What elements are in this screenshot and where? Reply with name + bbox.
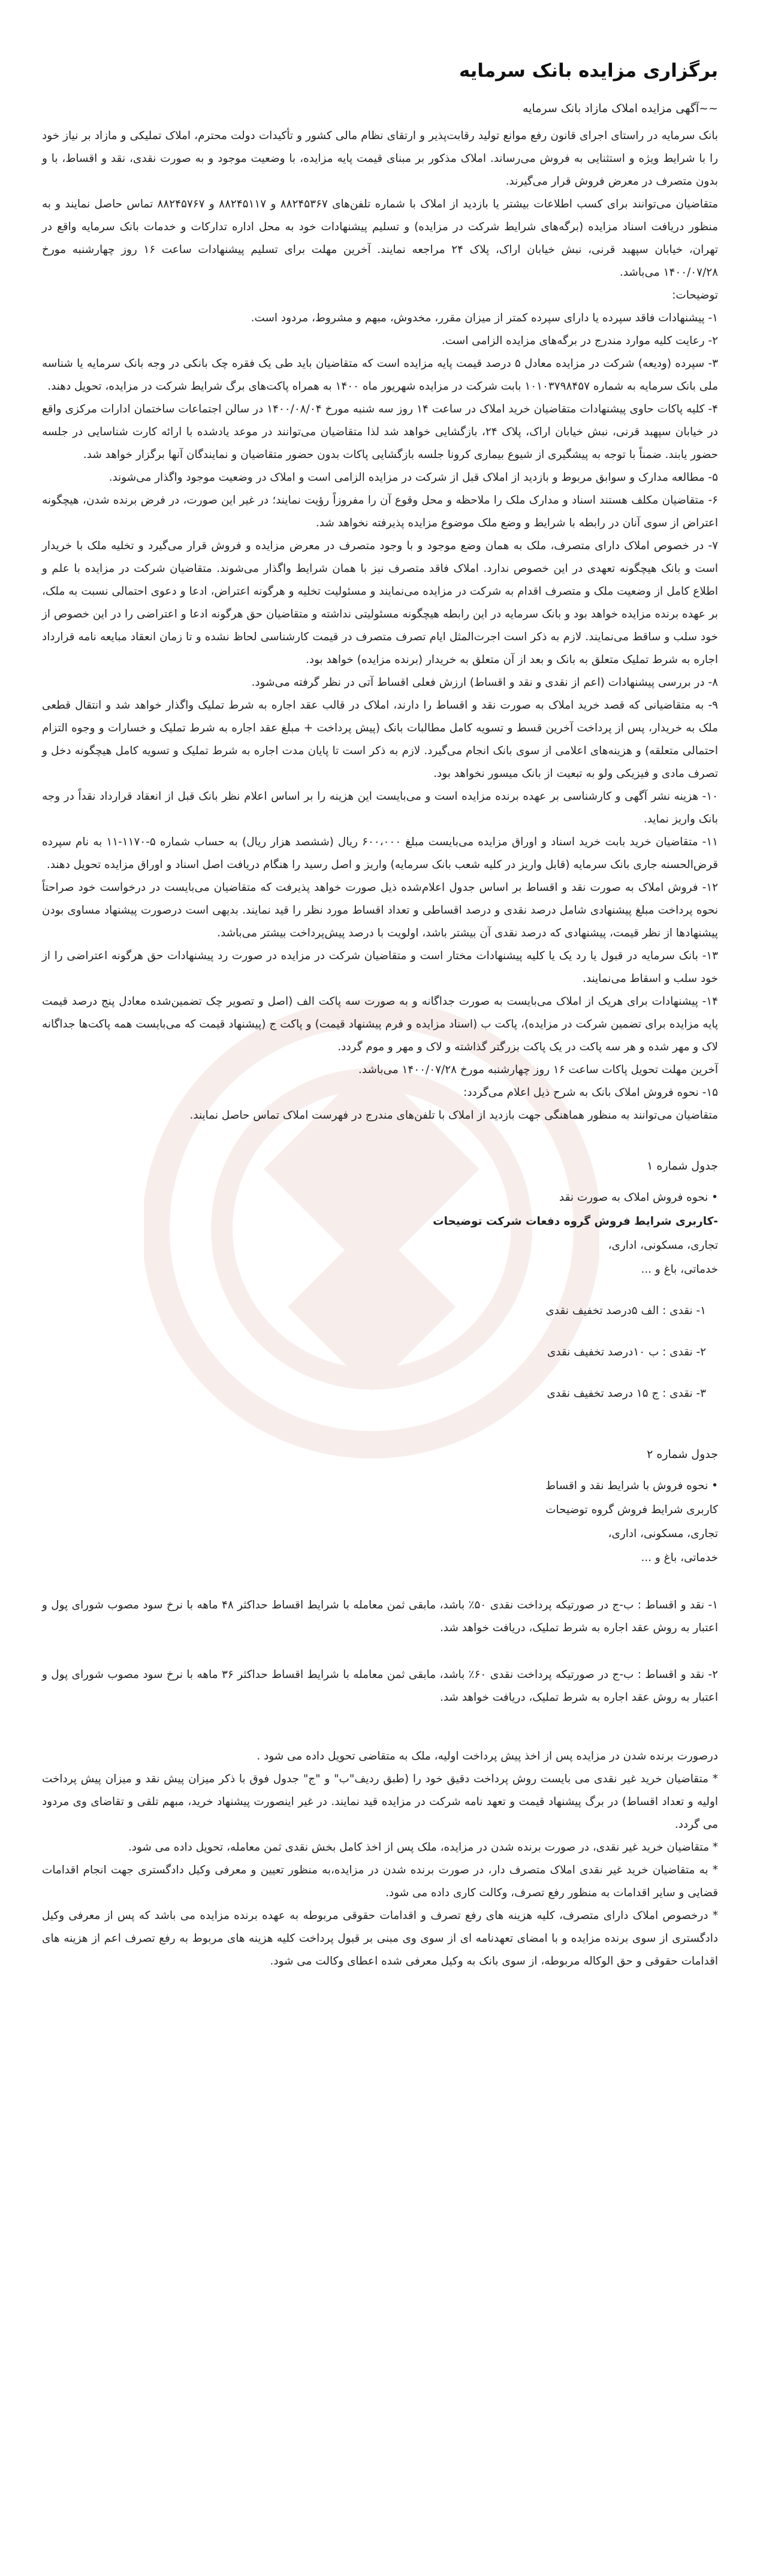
note-item: ۱۵- نحوه فروش املاک بانک به شرح ذیل اعلام می‌گردد:: [463, 1086, 718, 1099]
intro-paragraph: بانک سرمایه در راستای اجرای قانون رفع موانع تولید رقابت‌پذیر و ارتقای نظام مالی کشور و تأکیدات دولت محترم، املاک تملیکی و مازاد بر نیاز خود را با شرایط ویژه و استثنایی به فروش می‌رساند. املاک مذکور بر مبنای قیمت پایه مزایده، با وضعیت موجود و به صورت نقدی، نقد و اقساط، با و بدون متصرف در معرض فروش قرار می‌گیرند.: [42, 129, 718, 188]
note-item: ۲- رعایت کلیه موارد مندرج در برگه‌های مزایده الزامی است.: [441, 335, 718, 347]
note-item: ۱۱- متقاضیان خرید بابت خرید اسناد و اوراق مزایده می‌بایست مبلغ ۶۰۰،۰۰۰ ریال (ششصد هزار ریال) به حساب شماره ۵-۱۱۷۰-۱۱ به نام سپرده قرض‌الحسنه جاری بانک سرمایه (قابل واریز در کلیه شعب بانک سرمایه) واریز و اصل رسید را هنگام دریافت اصل اسناد و اوراق مزایده تحویل دهند.: [42, 836, 718, 871]
discount-row: ۱- نقدی : الف ۵درصد تخفیف نقدی: [545, 1304, 706, 1317]
final-item: * به متقاضیان خرید غیر نقدی املاک متصرف دار، در صورت برنده شدن در مزایده،به منظور تعیین و معرفی وکیل دادگستری جهت انجام اقدامات قضایی و سایر اقدامات به منظور رفع تصرف، وکالت کاری داده می شود.: [42, 1864, 718, 1899]
table2-item: خدماتی، باغ و ...: [641, 1551, 718, 1564]
note-item: ۱۰- هزینه نشر آگهی و کارشناسی بر عهده برنده مزایده است و می‌بایست این هزینه را بر اساس اعلام نظر بانک قبل از انعقاد قرارداد نقداً در وجه بانک واریز نماید.: [42, 790, 718, 825]
table1-item: خدماتی، باغ و ...: [641, 1263, 718, 1276]
note-item: ۶- متقاضیان مکلف هستند اسناد و مدارک ملک را ملاحظه و محل وقوع آن را مفروزاً رؤیت نمایند؛ در غیر این صورت، در فرض برنده شدن، هیچگونه اعتراض از سوی آنان در رابطه با شرایط و وضع ملک موضوع مزایده پذیرفته نخواهد شد.: [42, 494, 718, 529]
table2-title: جدول شماره ۲: [647, 1448, 718, 1461]
note-item: ۱۲- فروش املاک به صورت نقد و اقساط بر اساس جدول اعلام‌شده ذیل صورت خواهد پذیرفت که متقاضیان می‌بایست در درخواست خود صراحتاً نحوه پرداخت مبلغ پیشنهادی شامل درصد نقدی و درصد اقساطی و تعداد اقساط مورد نظر را قید نمایند. بدیهی است درصورت پیشنهاد مساوی بودن پیشنهادها از نظر قیمت، پیشنهادی که درصد نقدی آن بیشتر باشد، اولویت با درصد پیش‌پرداخت بیشتر می‌باشد.: [42, 881, 718, 939]
note-item: ۹- به متقاضیانی که قصد خرید املاک به صورت نقد و اقساط را دارند، املاک در قالب عقد اجاره به شرط تملیک واگذار خواهد شد و انتقال قطعی ملک به خریدار، پس از پرداخت آخرین قسط و تسویه کامل مطالبات بانک (پیش پرداخت + مبلغ عقد اجاره به شرط تملیک و خسارات و وجوه التزام احتمالی متعلقه) و هزینه‌های اعلامی از سوی بانک انجام می‌گیرد. لازم به ذکر است تا پایان مدت اجاره به شرط تملیک و تسویه کامل هیچگونه دخل و تصرف مادی و فیزیکی ولو به تبعیت از بانک میسور نخواهد بود.: [42, 699, 718, 780]
table1-title: جدول شماره ۱: [647, 1159, 718, 1173]
deadline-note: آخرین مهلت تحویل پاکات ساعت ۱۶ روز چهارشنبه مورخ ۱۴۰۰/۰۷/۲۸ می‌باشد.: [358, 1063, 718, 1076]
note-item: ۱۳- بانک سرمایه در قبول یا رد یک یا کلیه پیشنهادات مختار است و متقاضیان شرکت در مزایده در صورت رد پیشنهادات حق هرگونه اعتراضی را از خود سلب و اسقاط می‌نمایند.: [42, 950, 718, 985]
table2-header: کاربری شرایط فروش گروه توضیحات: [545, 1504, 718, 1516]
note-item: ۵- مطالعه مدارک و سوابق مربوط و بازدید از املاک قبل از شرکت در مزایده الزامی است و املاک در وضعیت موجود واگذار می‌شوند.: [108, 471, 718, 484]
contact-paragraph: متقاضیان می‌توانند برای کسب اطلاعات بیشتر یا بازدید از املاک با شماره تلفن‌های ۸۸۲۴۵۳۶۷ و ۸۸۲۴۵۱۱۷ و ۸۸۲۴۵۷۶۷ تماس حاصل نمایند و به منظور دریافت اسناد مزایده (برگه‌های شرایط شرکت در مزایده) و تسلیم پیشنهادات خود به محل اداره تدارکات و خدمات بانک سرمایه واقع در تهران، خیابان سپهبد قرنی، نبش خیابان اراک، پلاک ۲۴ مراجعه نمایند. آخرین مهلت برای تسلیم پیشنهادات ساعت ۱۶ روز چهارشنبه مورخ ۱۴۰۰/۰۷/۲۸ می‌باشد.: [42, 198, 719, 279]
table1-header: -کاربری شرایط فروش گروه دفعات شرکت توضیحات: [433, 1215, 718, 1228]
table1-item: • نحوه فروش املاک به صورت نقد: [559, 1191, 718, 1204]
note-item: ۱- پیشنهادات فاقد سپرده یا دارای سپرده کمتر از میزان مقرر، مخدوش، مبهم و مشروط، مردود است.: [251, 312, 718, 324]
final-item: * متقاضیان خرید غیر نقدی، در صورت برنده شدن در مزایده، ملک پس از اخذ کامل بخش نقدی ثمن معامله، تحویل داده می شود.: [128, 1841, 718, 1854]
page-title: برگزاری مزایده بانک سرمایه: [459, 60, 718, 82]
discount-row: ۳- نقدی : ج ۱۵ درصد تخفیف نقدی: [547, 1387, 706, 1400]
table2-item: تجاری، مسکونی، اداری،: [608, 1527, 718, 1540]
discount-row: ۲- نقدی : ب ۱۰درصد تخفیف نقدی: [547, 1346, 706, 1358]
table1-item: تجاری، مسکونی، اداری،: [608, 1239, 718, 1252]
notes-title: توضیحات:: [672, 289, 718, 302]
note-item: ۷- در خصوص املاک دارای متصرف، ملک به همان وضع موجود و با وجود متصرف در معرض مزایده و فروش قرار می‌گیرد و تخلیه ملک با خریدار است و بانک هیچگونه تعهدی در این خصوص ندارد. املاک فاقد متصرف نیز با همان شرایط واگذار می‌شوند. متقاضیان شرکت در مزایده با علم و اطلاع کامل از وضعیت ملک و متصرف اقدام به شرکت در مزایده می‌نمایند و مسئولیت تخلیه و هرگونه اعتراض، ادعا و دعوی احتمالی نسبت به ملک، بر عهده برنده مزایده خواهد بود و بانک سرمایه در این رابطه هیچگونه مسئولیتی نداشته و متقاضیان حق هرگونه ادعا و اعتراضی را در این خصوص از خود سلب و ساقط می‌نمایند. لازم به ذکر است اجرت‌المثل ایام تصرف متصرف در قیمت کارشناسی لحاظ نشده و تا زمان انعقاد مبایعه نامه قرارداد اجاره به شرط تملیک متعلق به بانک و بعد از آن متعلق به خریدار (برنده مزایده) خواهد بود.: [42, 540, 718, 666]
installment-row: ۱- نقد و اقساط : ب-ج در صورتیکه پرداخت نقدی ۵۰٪ باشد، مابقی ثمن معامله با شرایط اقساط حداکثر ۴۸ ماهه با نرخ سود مصوب شورای پول و اعتبار به روش عقد اجاره به شرط تملیک، دریافت خواهد شد.: [42, 1599, 718, 1634]
visit-note: متقاضیان می‌توانند به منظور هماهنگی جهت بازدید از املاک با تلفن‌های مندرج در فهرست املاک تماس حاصل نمایند.: [189, 1109, 718, 1122]
installment-row: ۲- نقد و اقساط : ب-ج در صورتیکه پرداخت نقدی ۶۰٪ باشد، مابقی ثمن معامله با شرایط اقساط حداکثر ۳۶ ماهه با نرخ سود مصوب شورای پول و اعتبار به روش عقد اجاره به شرط تملیک، دریافت خواهد شد.: [42, 1668, 718, 1704]
table2-item: • نحوه فروش با شرایط نقد و اقساط: [545, 1480, 718, 1492]
final-intro: درصورت برنده شدن در مزایده پس از اخذ پیش پرداخت اولیه، ملک به متقاضی تحویل داده می شود .: [257, 1750, 718, 1762]
note-item: ۱۴- پیشنهادات برای هریک از املاک می‌بایست به صورت جداگانه و به صورت سه پاکت الف (اصل و تصویر چک تضمین‌شده معادل پنج درصد قیمت پایه مزایده برای تضمین شرکت در مزایده)، پاکت ب (اسناد مزایده و فرم پیشنهاد قیمت) و پاکت ج (پیشنهاد قیمت که می‌بایست همه پاکت‌ها جداگانه لاک و مهر شده و هر سه پاکت در یک پاکت بزرگتر گذاشته و لاک و مهر و موم گردد.: [42, 995, 718, 1053]
announcement-header: ~~آگهی مزایده املاک مازاد بانک سرمایه: [522, 102, 718, 115]
final-item: * درخصوص املاک دارای متصرف، کلیه هزینه های رفع تصرف و اقدامات حقوقی مربوطه به عهده برنده مزایده می باشد که پس از معرفی وکیل دادگستری از سوی برنده مزایده و با امضای تعهدنامه ای از سوی وی مبنی بر قبول پرداخت کلیه هزینه های مربوط به رفع تصرف اعم از هزینه های اقدامات حقوقی و حق الوکاله مربوطه، از سوی بانک به وکیل معرفی شده اعطای وکالت می شود.: [42, 1909, 718, 1968]
note-item: ۴- کلیه پاکات حاوی پیشنهادات متقاضیان خرید املاک در ساعت ۱۴ روز سه شنبه مورخ ۱۴۰۰/۰۸/۰۴ در سالن اجتماعات ساختمان ادارات مرکزی واقع در خیابان سپهبد قرنی، نبش خیابان اراک، پلاک ۲۴، بازگشایی خواهد شد لذا متقاضیان می‌توانند در موعد یادشده با ارائه کارت شناسایی در جلسه حضور یابند. ضمناً با توجه به پیشگیری از شیوع بیماری کرونا جلسه بازگشایی پاکات بدون حضور متقاضیان و نمایندگان آنها برگزار خواهد شد.: [42, 403, 718, 461]
note-item: ۳- سپرده (ودیعه) شرکت در مزایده معادل ۵ درصد قیمت پایه مزایده است که متقاضیان باید طی یک فقره چک بانکی در وجه بانک سرمایه یا شناسه ملی بانک سرمایه به شماره ۱۰۱۰۳۷۹۸۴۵۷ بابت شرکت در مزایده شهریور ماه ۱۴۰۰ به همراه پاکت‌های برگ شرایط شرکت در مزایده، تحویل دهند.: [42, 357, 718, 393]
note-item: ۸- در بررسی پیشنهادات (اعم از نقدی و نقد و اقساط) ارزش فعلی اقساط آتی در نظر گرفته می‌شود.: [251, 676, 718, 689]
final-item: * متقاضیان خرید غیر نقدی می بایست روش پرداخت دقیق خود را (طبق ردیف"ب" و "ج" جدول فوق با ذکر میزان پیش نقد و میزان پیش پرداخت اولیه و تعداد اقساط) در برگ پیشنهاد قیمت و تعهد نامه شرکت در مزایده قید نمایند. در غیر اینصورت پیشنهاد خرید، مبهم تلقی و تقاضای وی مردود می گردد.: [42, 1773, 718, 1831]
